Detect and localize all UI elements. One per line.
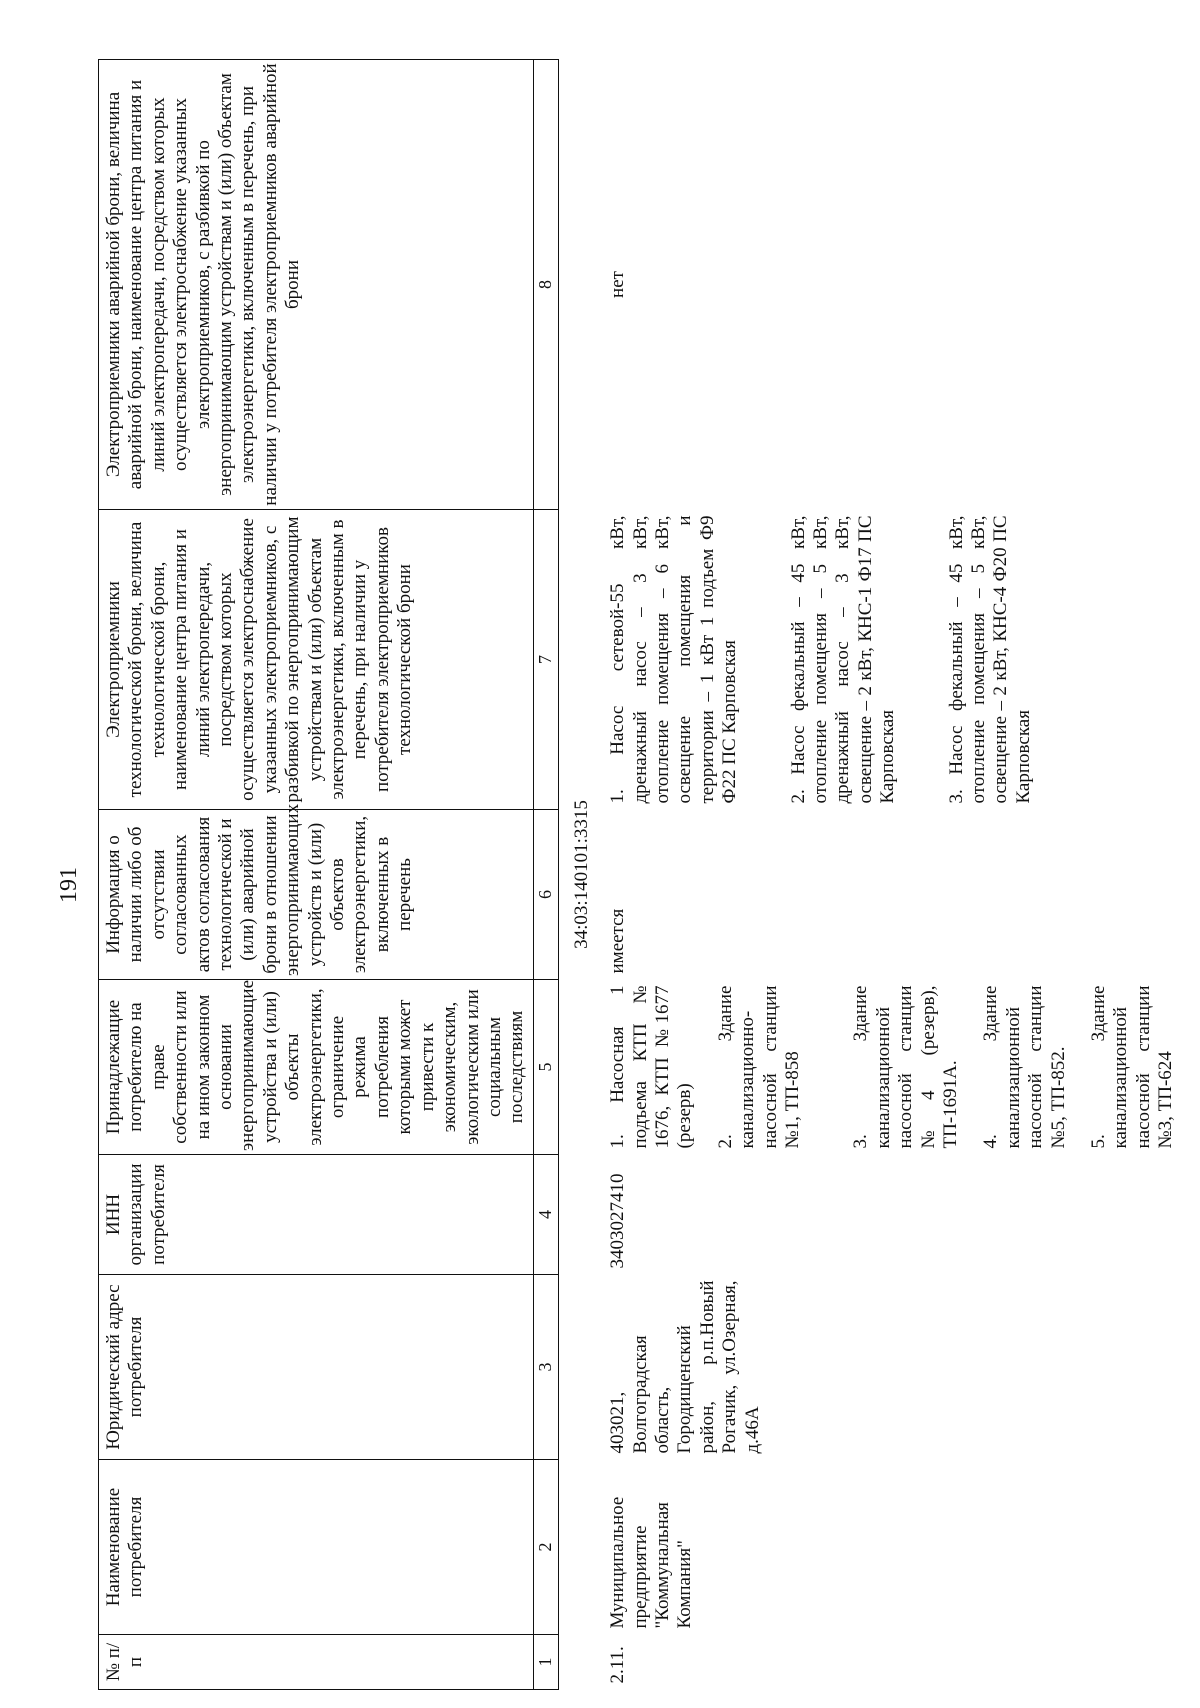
acts-status: имеется xyxy=(607,908,629,974)
col-number-8: 8 xyxy=(533,60,558,510)
cadastral-number: 34:03:140101:3315 xyxy=(570,800,592,949)
acts-cell xyxy=(597,810,1196,980)
col-number-1: 1 xyxy=(533,1635,558,1690)
col-header-2: Наименование потребителя xyxy=(99,1460,534,1635)
devices-cell xyxy=(597,980,1196,1155)
col-number-3: 3 xyxy=(533,1275,558,1460)
consumer-name-text: Муниципальное предприятие "Коммунальная Компания" xyxy=(607,1496,696,1629)
device-item: 1. Насосная 1 подъема КТП № 1676, КТП №1677 (резерв) xyxy=(607,985,696,1149)
table-header-row xyxy=(99,60,534,1690)
row-number: 2.11. xyxy=(607,1646,629,1684)
emergency-reserve-cell xyxy=(597,60,1196,510)
consumer-address xyxy=(597,1275,1196,1460)
device-item: 2. Здание канализационно-насосной станции №1, ТП-858 xyxy=(714,985,803,1149)
consumer-table xyxy=(98,59,1196,1690)
tech-reserve-item: 1. Насос сетевой-55 кВт, дренажный насос – 3 кВт, отопление помещения – 6 кВт, освещение помещения и территории – 1 кВт 1 подъем Ф9 Ф22 ПС Карповская xyxy=(607,515,741,804)
tech-reserve-cell xyxy=(597,510,1196,810)
col-header-3: Юридический адрес потребителя xyxy=(99,1275,534,1460)
table-row xyxy=(597,60,1196,1690)
consumer-name xyxy=(597,1460,1196,1635)
device-item: 5. Здание канализационной насосной станции №3, ТП-624 xyxy=(1088,985,1177,1149)
col-header-5: Принадлежащие потребителю на праве собственности или на ином законном основании энергопринимающие устройства и (или) объекты электроэнергетики, ограничение режима потребления которыми может привести к экономическим, экологическим или социальным последствиям xyxy=(99,980,534,1155)
col-header-6: Информация о наличии либо об отсутствии согласованных актов согласования технологической и (или) аварийной брони в отношении энергопринимающих устройств и (или) объектов электроэнергетики, включенных в перечень xyxy=(99,810,534,980)
col-number-5: 5 xyxy=(533,980,558,1155)
col-number-2: 2 xyxy=(533,1460,558,1635)
tech-reserve-item: 2. Насос фекальный – 45 кВт, отопление помещения – 5 кВт, дренажный насос – 3 кВт, освещение – 2 кВт, КНС-1 Ф17 ПС Карповская xyxy=(787,515,899,804)
col-header-7: Электроприемники технологической брони, величина технологической брони, наименование центра питания и линий электропередачи, посредством которых осуществляется электроснабжение указанных электроприемников, с разбивкой по энергопринимающим устройствам и (или) объектам электроэнергетики, включенным в перечень, при наличии у потребителя электроприемников технологической брони xyxy=(99,510,534,810)
col-header-8: Электроприемники аварийной брони, величина аварийной брони, наименование центра питания и линий электропередачи, посредством которых осуществляется электроснабжение указанных электроприемников, с разбивкой по энергопринимающим устройствам и (или) объектам электроэнергетики, включенным в перечень, при наличии у потребителя электроприемников аварийной брони xyxy=(99,60,534,510)
tech-reserve-item: 3. Насос фекальный – 45 кВт, отопление помещения – 5 кВт, освещение – 2 кВт, КНС-4 Ф20 ПС Карповская xyxy=(945,515,1034,804)
column-number-row xyxy=(533,60,558,1690)
consumer-address-text: 403021, Волгоградская область, Городищенский район, р.п.Новый Рогачик, ул.Озерная, д.46А xyxy=(607,1280,763,1454)
page-number: 191 xyxy=(56,867,82,903)
consumer-inn: 3403027410 xyxy=(607,1173,629,1269)
document-page xyxy=(50,60,1177,1690)
device-item: 4. Здание канализационной насосной станции №5, ТП-852. xyxy=(980,985,1069,1149)
col-header-1: № п/п xyxy=(99,1635,534,1690)
cadastral-row xyxy=(558,60,597,1690)
col-number-4: 4 xyxy=(533,1155,558,1275)
col-number-6: 6 xyxy=(533,810,558,980)
device-item: 3. Здание канализационной насосной станции №4 (резерв), ТП-1691А. xyxy=(850,985,961,1149)
emergency-reserve-value: нет xyxy=(607,271,629,298)
col-header-4: ИНН организации потребителя xyxy=(99,1155,534,1275)
col-number-7: 7 xyxy=(533,510,558,810)
